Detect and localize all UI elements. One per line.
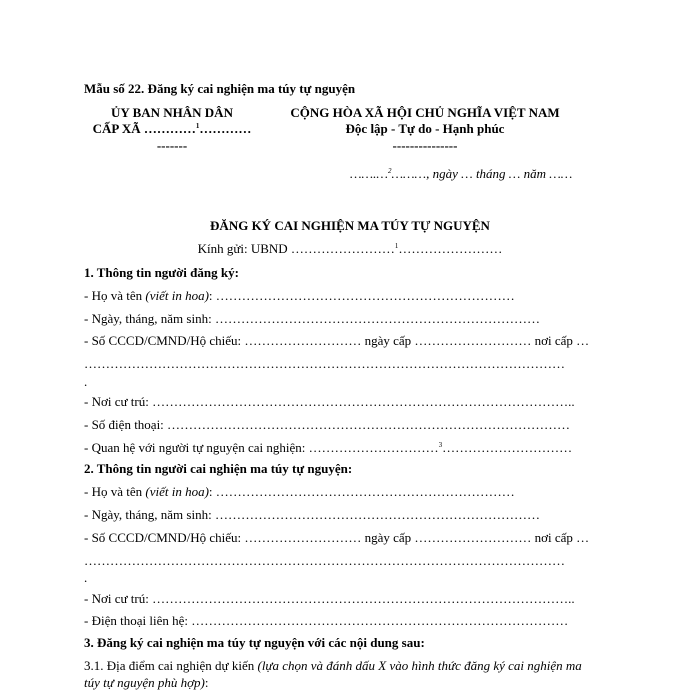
s1-id-dot: . [84, 374, 88, 389]
s2-id-dot: . [84, 570, 88, 585]
right-header-rule: --------------- [392, 138, 458, 153]
section2-heading: 2. Thông tin người cai nghiện ma túy tự nguyện: [84, 461, 353, 476]
s1-id-field[interactable]: - Số CCCD/CMND/Hộ chiếu: ……………………… ngày cấp ……………………… nơi cấp … [84, 333, 590, 348]
committee-name: ỦY BAN NHÂN DÂN [111, 105, 233, 120]
s3-item-3-1: 3.1. Địa điểm cai nghiện dự kiến (lựa chọn và đánh dấu X vào hình thức đăng ký cai nghiện ma [84, 658, 582, 673]
section1-heading: 1. Thông tin người đăng ký: [84, 265, 239, 280]
s1-id-continuation[interactable]: ………………………………………………………………………………………………… [84, 356, 565, 371]
s1-relationship-field[interactable]: - Quan hệ với người tự nguyện cai nghiện: …………………………$^3$………………………… [84, 440, 573, 455]
s2-id-field[interactable]: - Số CCCD/CMND/Hộ chiếu: ……………………… ngày cấp ……………………… nơi cấp … [84, 530, 590, 545]
form-label: Mẫu số 22. Đăng ký cai nghiện ma túy tự nguyện [84, 81, 356, 96]
s2-dob-field[interactable]: - Ngày, tháng, năm sinh: ………………………………………………………………… [84, 507, 540, 522]
s1-residence-field[interactable]: - Nơi cư trú: …………………………………………………………………………………….. [84, 394, 575, 409]
section3-heading: 3. Đăng ký cai nghiện ma túy tự nguyện với các nội dung sau: [84, 635, 425, 650]
date-line: …….…$^2$………, ngày … tháng … năm …… [350, 166, 573, 181]
addressee: Kính gửi: UBND ……………………$^1$…………………… [197, 241, 503, 256]
s2-phone-field[interactable]: - Điện thoại liên hệ: …………………………………………………………………………… [84, 613, 569, 628]
s3-item-3-1-cont: túy tự nguyện phù hợp): [84, 675, 209, 690]
s1-name-field[interactable]: - Họ và tên (viết in hoa): …………………………………………………………… [84, 288, 515, 303]
s2-id-continuation[interactable]: ………………………………………………………………………………………………… [84, 553, 565, 568]
national-motto: Độc lập - Tự do - Hạnh phúc [345, 121, 505, 136]
commune-level: CẤP XÃ …………$^1$………… [92, 121, 252, 136]
s1-phone-field[interactable]: - Số điện thoại: ………………………………………………………………………………… [84, 417, 571, 432]
left-header-rule: ------- [156, 138, 188, 153]
s2-residence-field[interactable]: - Nơi cư trú: …………………………………………………………………………………….. [84, 591, 575, 606]
s2-name-field[interactable]: - Họ và tên (viết in hoa): …………………………………………………………… [84, 484, 515, 499]
document-title: ĐĂNG KÝ CAI NGHIỆN MA TÚY TỰ NGUYỆN [210, 218, 490, 233]
national-title: CỘNG HÒA XÃ HỘI CHỦ NGHĨA VIỆT NAM [290, 105, 560, 120]
s1-dob-field[interactable]: - Ngày, tháng, năm sinh: ………………………………………………………………… [84, 311, 540, 326]
